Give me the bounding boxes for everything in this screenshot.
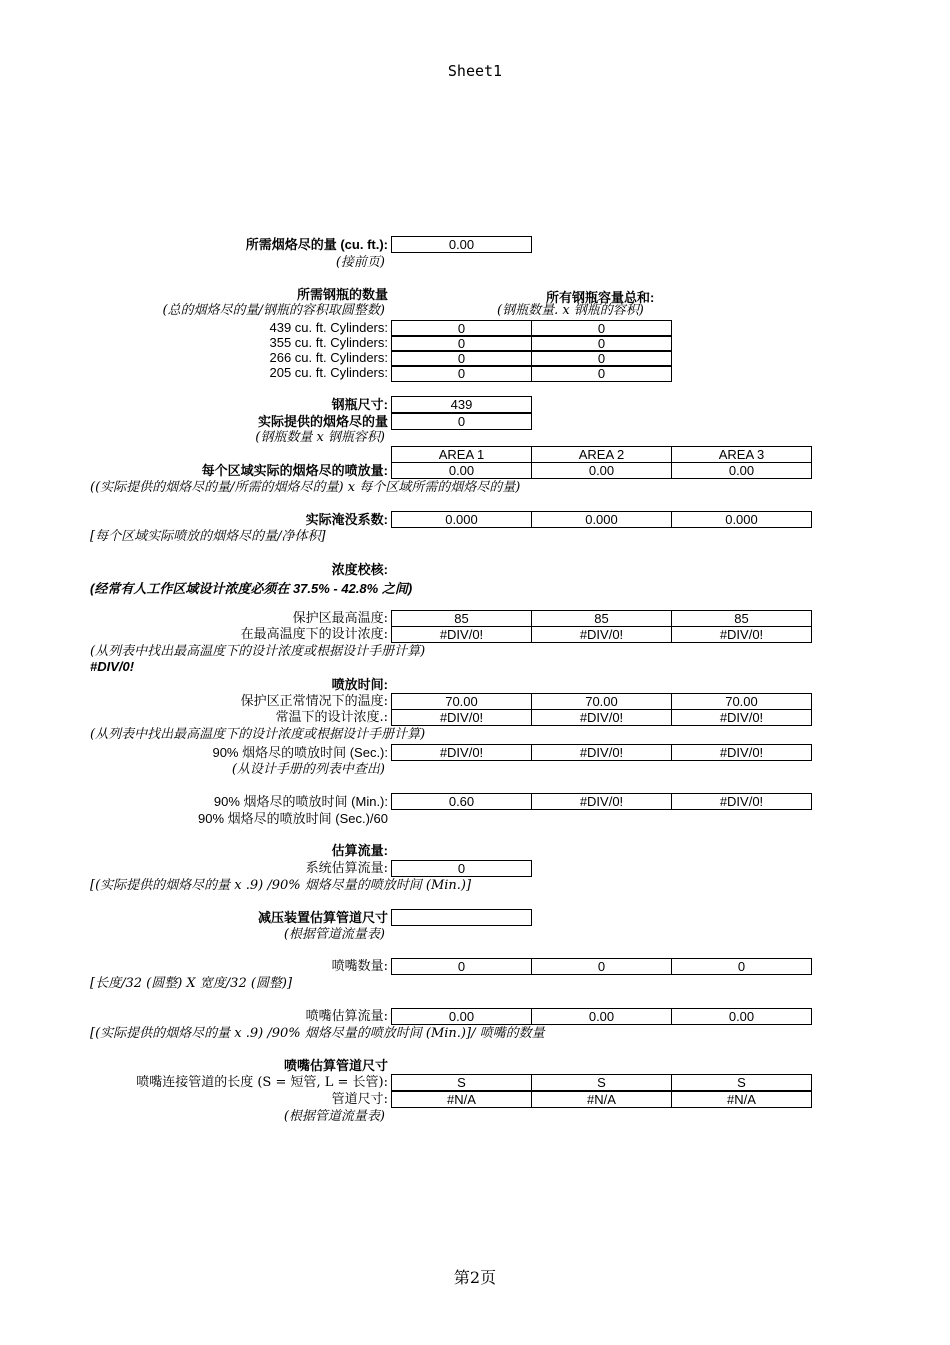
nozzle-pipe-length-3[interactable]: S	[671, 1074, 812, 1091]
discharge-sec-3[interactable]: #DIV/0!	[671, 744, 812, 761]
cylinder-size-cell[interactable]: 439	[391, 396, 532, 413]
normal-temp-3[interactable]: 70.00	[671, 693, 812, 710]
cyl-355-label: 355 cu. ft. Cylinders:	[269, 335, 388, 350]
concentration-note: (经常有人工作区域设计浓度必须在 37.5% - 42.8% 之间)	[90, 581, 413, 596]
cyl-355-count[interactable]: 0	[391, 335, 532, 352]
cylinders-total-note: (钢瓶数量. x 钢瓶的容积)	[497, 303, 644, 318]
ambient-conc-3[interactable]: #DIV/0!	[671, 709, 812, 726]
relief-pipe-cell[interactable]	[391, 909, 532, 926]
cyl-266-label: 266 cu. ft. Cylinders:	[269, 350, 388, 365]
cyl-439-count[interactable]: 0	[391, 320, 532, 337]
cylinders-required-label: 所需钢瓶的数量	[296, 287, 388, 302]
cyl-266-count[interactable]: 0	[391, 350, 532, 367]
concentration-error: #DIV/0!	[90, 659, 135, 674]
max-temp-1[interactable]: 85	[391, 610, 532, 627]
cylinders-required-note: (总的烟烙尽的量/钢瓶的容积取圆整数)	[162, 303, 385, 318]
estimated-flow-title: 估算流量:	[331, 843, 388, 858]
ambient-conc-label: 常温下的设计浓度.:	[275, 710, 388, 725]
area-discharge-1[interactable]: 0.00	[391, 462, 532, 479]
nozzle-count-1[interactable]: 0	[391, 958, 532, 975]
cylinders-total-label: 所有钢瓶容量总和:	[546, 290, 655, 305]
discharge-sec-label: 90% 烟烙尽的喷放时间 (Sec.):	[212, 745, 388, 760]
cyl-205-label: 205 cu. ft. Cylinders:	[269, 365, 388, 380]
estimated-flow-cell[interactable]: 0	[391, 860, 532, 877]
ambient-conc-1[interactable]: #DIV/0!	[391, 709, 532, 726]
relief-pipe-label: 减压装置估算管道尺寸	[257, 910, 388, 925]
nozzle-flow-2[interactable]: 0.00	[531, 1008, 672, 1025]
area-discharge-label: 每个区域实际的烟烙尽的喷放量:	[201, 463, 388, 478]
discharge-sec-1[interactable]: #DIV/0!	[391, 744, 532, 761]
flooding-factor-label: 实际淹没系数:	[305, 512, 388, 527]
nozzle-flow-3[interactable]: 0.00	[671, 1008, 812, 1025]
ambient-conc-note: (从列表中找出最高温度下的设计浓度或根据设计手册计算)	[90, 727, 426, 742]
nozzle-count-2[interactable]: 0	[531, 958, 672, 975]
estimated-flow-note: [(实际提供的烟烙尽的量 x .9) /90% 烟烙尽量的喷放时间 (Min.)]	[90, 878, 472, 893]
required-agent-cell[interactable]: 0.00	[391, 236, 532, 253]
design-conc-1[interactable]: #DIV/0!	[391, 626, 532, 643]
cyl-266-total[interactable]: 0	[531, 350, 672, 367]
max-temp-label: 保护区最高温度:	[292, 611, 388, 626]
max-temp-3[interactable]: 85	[671, 610, 812, 627]
cyl-205-count[interactable]: 0	[391, 365, 532, 382]
area-3-header: AREA 3	[671, 446, 812, 463]
ambient-conc-2[interactable]: #DIV/0!	[531, 709, 672, 726]
discharge-min-3[interactable]: #DIV/0!	[671, 793, 812, 810]
design-conc-label: 在最高温度下的设计浓度:	[240, 627, 388, 642]
required-agent-label: 所需烟烙尽的量 (cu. ft.):	[245, 237, 388, 252]
discharge-min-label: 90% 烟烙尽的喷放时间 (Min.):	[213, 794, 388, 809]
discharge-sec-note: (从设计手册的列表中查出)	[231, 762, 385, 777]
normal-temp-2[interactable]: 70.00	[531, 693, 672, 710]
cyl-439-total[interactable]: 0	[531, 320, 672, 337]
flooding-factor-2[interactable]: 0.000	[531, 511, 672, 528]
nozzle-flow-label: 喷嘴估算流量:	[305, 1009, 388, 1024]
nozzle-pipe-size-label: 管道尺寸:	[331, 1092, 388, 1107]
nozzle-count-note: [长度/32 (圆整) X 宽度/32 (圆整)]	[90, 976, 293, 991]
page-footer: 第2页	[453, 1268, 497, 1287]
design-conc-note: (从列表中找出最高温度下的设计浓度或根据设计手册计算)	[90, 644, 426, 659]
normal-temp-label: 保护区正常情况下的温度:	[240, 694, 388, 709]
normal-temp-1[interactable]: 70.00	[391, 693, 532, 710]
estimated-flow-label: 系统估算流量:	[305, 861, 388, 876]
flooding-factor-note: [每个区域实际喷放的烟烙尽的量/净体积]	[90, 529, 326, 544]
cyl-439-label: 439 cu. ft. Cylinders:	[269, 320, 388, 335]
nozzle-pipe-length-label: 喷嘴连接管道的长度 (S = 短管, L = 长管):	[136, 1075, 388, 1090]
nozzle-pipe-size-3[interactable]: #N/A	[671, 1091, 812, 1108]
area-2-header: AREA 2	[531, 446, 672, 463]
relief-pipe-note: (根据管道流量表)	[283, 927, 385, 942]
sheet-title: Sheet1	[447, 62, 503, 80]
nozzle-flow-1[interactable]: 0.00	[391, 1008, 532, 1025]
nozzle-pipe-length-2[interactable]: S	[531, 1074, 672, 1091]
discharge-min-note: 90% 烟烙尽的喷放时间 (Sec.)/60	[198, 811, 388, 826]
max-temp-2[interactable]: 85	[531, 610, 672, 627]
nozzle-pipe-note: (根据管道流量表)	[283, 1109, 385, 1124]
discharge-sec-2[interactable]: #DIV/0!	[531, 744, 672, 761]
cylinder-size-label: 钢瓶尺寸:	[331, 397, 388, 412]
nozzle-pipe-size-1[interactable]: #N/A	[391, 1091, 532, 1108]
nozzle-count-label: 喷嘴数量:	[331, 959, 388, 974]
nozzle-pipe-size-2[interactable]: #N/A	[531, 1091, 672, 1108]
nozzle-pipe-length-1[interactable]: S	[391, 1074, 532, 1091]
area-discharge-3[interactable]: 0.00	[671, 462, 812, 479]
cyl-205-total[interactable]: 0	[531, 365, 672, 382]
area-1-header: AREA 1	[391, 446, 532, 463]
nozzle-pipe-title: 喷嘴估算管道尺寸	[283, 1058, 388, 1073]
area-discharge-2[interactable]: 0.00	[531, 462, 672, 479]
discharge-time-title: 喷放时间:	[331, 677, 388, 692]
design-conc-2[interactable]: #DIV/0!	[531, 626, 672, 643]
concentration-title: 浓度校核:	[331, 562, 388, 577]
area-discharge-note: ((实际提供的烟烙尽的量/所需的烟烙尽的量) x 每个区域所需的烟烙尽的量)	[90, 480, 521, 495]
flooding-factor-1[interactable]: 0.000	[391, 511, 532, 528]
flooding-factor-3[interactable]: 0.000	[671, 511, 812, 528]
actual-agent-label: 实际提供的烟烙尽的量	[257, 414, 388, 429]
required-agent-note: (接前页)	[335, 255, 385, 270]
actual-agent-cell[interactable]: 0	[391, 413, 532, 430]
nozzle-flow-note: [(实际提供的烟烙尽的量 x .9) /90% 烟烙尽量的喷放时间 (Min.)]/ 喷嘴的数量	[90, 1026, 545, 1041]
nozzle-count-3[interactable]: 0	[671, 958, 812, 975]
design-conc-3[interactable]: #DIV/0!	[671, 626, 812, 643]
actual-agent-note: (钢瓶数量 x 钢瓶容积)	[255, 430, 385, 445]
discharge-min-2[interactable]: #DIV/0!	[531, 793, 672, 810]
cyl-355-total[interactable]: 0	[531, 335, 672, 352]
discharge-min-1[interactable]: 0.60	[391, 793, 532, 810]
